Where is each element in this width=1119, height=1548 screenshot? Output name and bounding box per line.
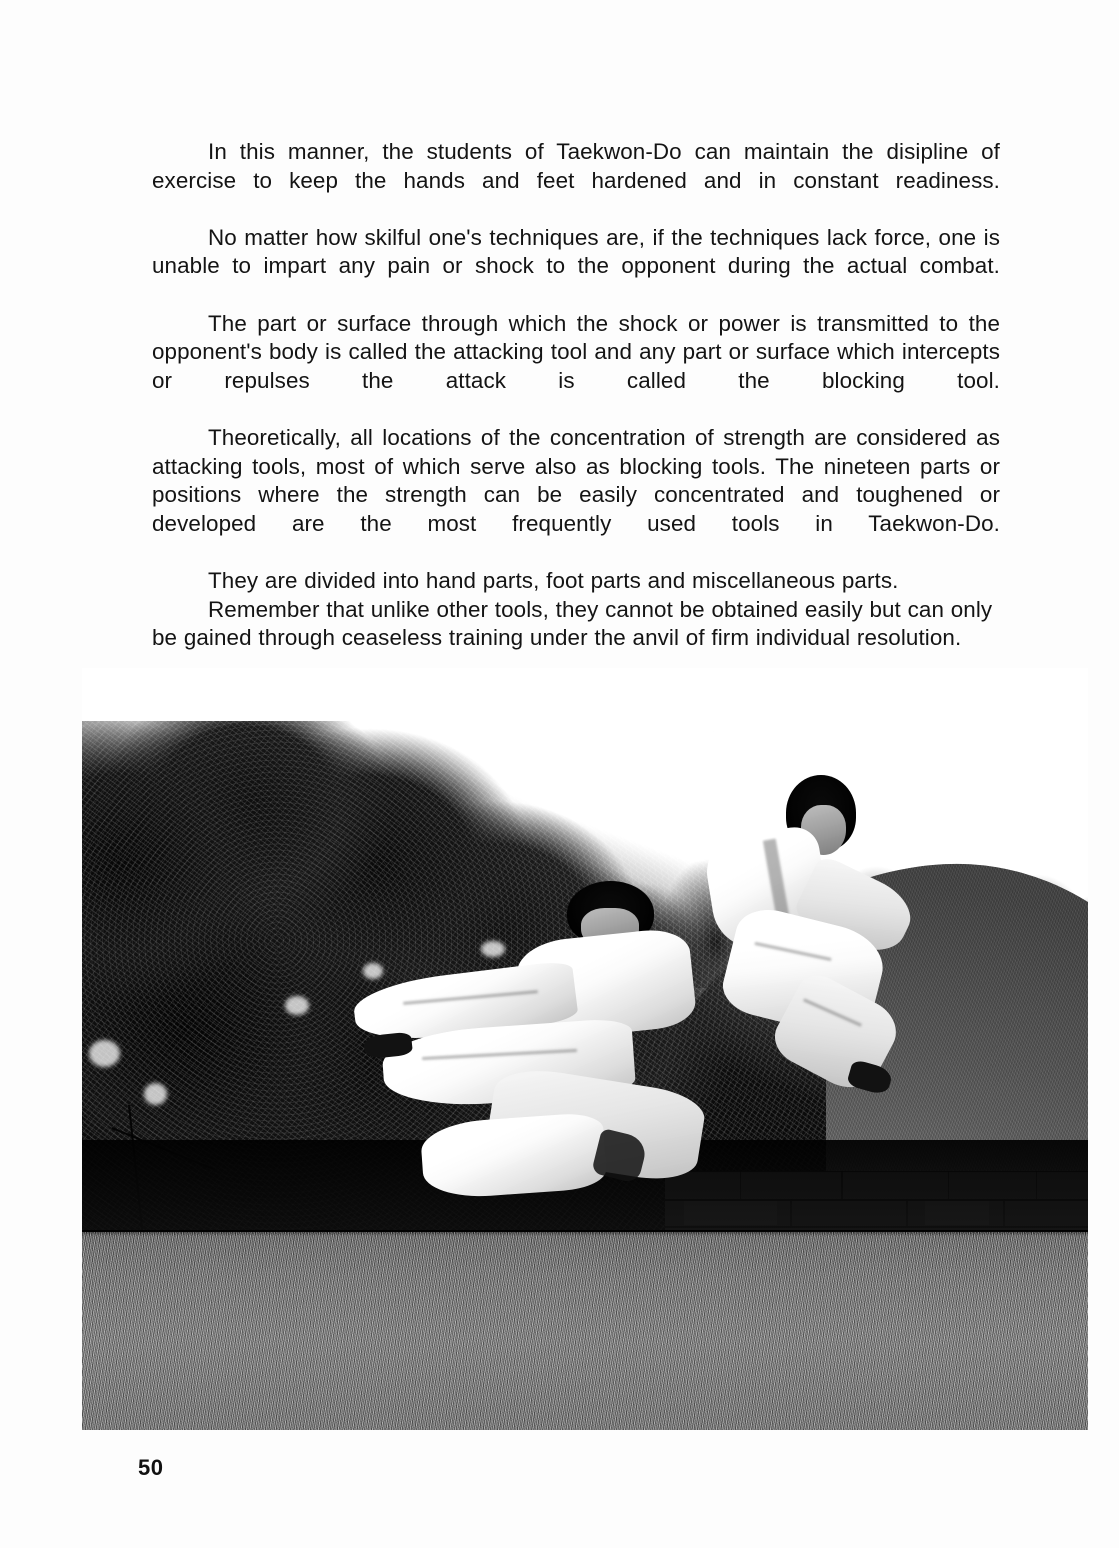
canopy-light-gap bbox=[285, 996, 309, 1015]
grass-field-texture bbox=[82, 1232, 1088, 1430]
flying-side-kick-practitioner bbox=[374, 881, 857, 1262]
canopy-light-gap bbox=[89, 1040, 120, 1067]
photograph-canvas bbox=[82, 668, 1088, 1430]
paragraph: Remember that unlike other tools, they cannot be obtained easily but can only be gained through ceaseless training under the anvil of firm individual resolution. bbox=[152, 596, 993, 651]
paragraph: Theoretically, all locations of the concentration of strength are considered as attacking tools, most of which serve also as blocking tools. The nineteen parts or positions where the strength can be easily concentrated and toughened or developed are the most frequently used tools in Taekwon-Do. bbox=[152, 424, 1000, 536]
grass-field bbox=[82, 1232, 1088, 1430]
body-text-block bbox=[152, 138, 1000, 653]
photograph bbox=[82, 668, 1088, 1430]
paragraph: They are divided into hand parts, foot parts and miscellaneous parts. bbox=[208, 567, 899, 593]
page-number: 50 bbox=[138, 1455, 164, 1480]
paragraph: No matter how skilful one's techniques are, if the techniques lack force, one is unable to impart any pain or shock to the opponent during the actual combat. bbox=[152, 224, 1000, 279]
practitioner-trouser-leg bbox=[420, 1111, 608, 1200]
paragraph: In this manner, the students of Taekwon-Do can maintain the disipline of exercise to keep the hands and feet hardened and in constant readiness. bbox=[152, 139, 1000, 193]
paragraph: The part or surface through which the shock or power is transmitted to the opponent's body is called the attacking tool and any part or surface which intercepts or repulses the attack is called the blocking tool. bbox=[152, 310, 1000, 393]
